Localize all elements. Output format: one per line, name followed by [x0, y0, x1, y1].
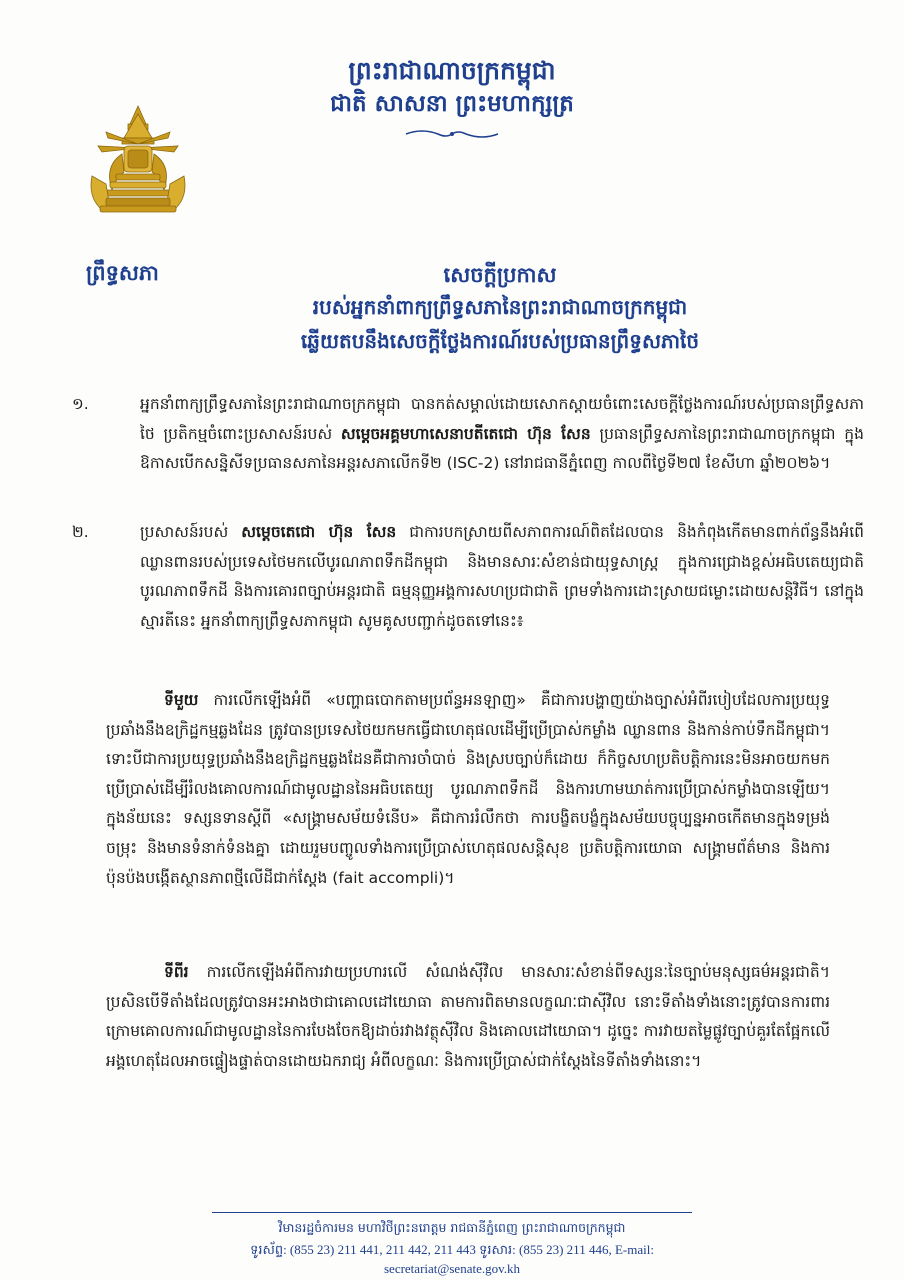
- paragraph-text: អ្នកនាំពាក្យព្រឹទ្ធសភានៃព្រះរាជាណាចក្រកម្ពុជា បានកត់សម្គាល់ដោយសោកស្តាយចំពោះសេចក្តីថ្លែងការណ៍របស់ប្រធានព្រឹទ្ធសភាថៃ ប្រតិកម្មចំពោះប្រសាសន៍របស់: [140, 395, 864, 443]
- paragraph-text: ការលើកឡើងអំពី «បញ្ហាធបោកតាមប្រព័ន្ធអនឡាញ» គឺជាការបង្ហាញយ៉ាងច្បាស់អំពីរបៀបដែលការប្រយុទ្ធប្រឆាំងនឹងឧក្រិដ្ឋកម្មឆ្លងដែន ត្រូវបានប្រទេសថៃយកមកធ្វើជាហេតុផលដើម្បីប្រើប្រាស់កម្លាំង ឈ្លានពាន និងកាន់កាប់ទឹកដីកម្ពុជា។ ទោះបីជាការប្រយុទ្ធប្រឆាំងនឹងឧក្រិដ្ឋកម្មឆ្លងដែនគឺជាការចាំបាច់ និងស្របច្បាប់ក៏ដោយ ក៏កិច្ចសហប្រតិបត្តិការនេះមិនអាចយកមកប្រើប្រាស់ដើម្បីរំលងគោលការណ៍ជាមូលដ្ឋាននៃអធិបតេយ្យ បូរណភាពទឹកដី និងការហាមឃាត់ការប្រើប្រាស់កម្លាំងបានឡើយ។ ក្នុងន័យនេះ ទស្សនទានស្តីពី «សង្គ្រាមសម័យទំនើប» គឺជាការរំលឹកថា ការបង្ខិតបង្ខំក្នុងសម័យបច្ចុប្បន្នអាចកើតមានក្នុងទម្រង់ចម្រុះ និងមានទំនាក់ទំនងគ្នា ដោយរួមបញ្ចូលទាំងការប្រើប្រាស់ហេតុផលសន្តិសុខ ប្រតិបត្តិការយោធា សង្គ្រាមព័ត៌មាន និងការប៉ុនប៉ងបង្កើតស្ថានភាពថ្មីលើដីជាក់ស្តែង (fait accompli)។: [106, 691, 830, 887]
- footer-divider: [212, 1212, 692, 1213]
- motto-heading: ជាតិ សាសនា ព្រះមហាក្សត្រ: [330, 91, 574, 117]
- paragraph-1: [72, 390, 864, 479]
- ornament-divider-icon: [402, 128, 502, 140]
- paragraph-number: ២.: [72, 523, 89, 541]
- paragraph-bold-name: សម្តេចតេជោ ហ៊ុន សែន: [241, 523, 397, 541]
- paragraph-lead: ទីពីរ: [164, 963, 189, 981]
- paragraph-bold-name: សម្តេចអគ្គមហាសេនាបតីតេជោ ហ៊ុន សែន: [340, 424, 591, 443]
- document-subtitle-2: ឆ្លើយតបនឹងសេចក្តីថ្លែងការណ៍របស់ប្រធានព្រឹទ្ធសភាថៃ: [300, 329, 700, 353]
- paragraph-2: [72, 518, 865, 636]
- paragraph-text: ប្រសាសន៍របស់: [140, 523, 242, 541]
- institution-label: ព្រឹទ្ធសភា: [86, 261, 159, 285]
- paragraph-4: [106, 958, 830, 1076]
- paragraph-3: [106, 686, 830, 893]
- document-subtitle-1: របស់អ្នកនាំពាក្យព្រឹទ្ធសភានៃព្រះរាជាណាចក្រកម្ពុជា: [312, 295, 688, 319]
- footer-contact: ទូរស័ព្ទ: (855 23) 211 441, 211 442, 211 443 ទូរសារ: (855 23) 211 446, E-mail: secretariat@senate.gov.kh: [250, 1242, 654, 1276]
- document-title: សេចក្តីប្រកាស: [443, 263, 557, 287]
- paragraph-text: ការលើកឡើងអំពីការវាយប្រហារលើ សំណង់ស៊ីវិល មានសារៈសំខាន់ពីទស្សនៈនៃច្បាប់មនុស្សធម៌អន្តរជាតិ។ ប្រសិនបើទីតាំងដែលត្រូវបានអះអាងថាជាគោលដៅយោធា តាមការពិតមានលក្ខណៈជាស៊ីវិល នោះទីតាំងទាំងនោះត្រូវបានការពារក្រោមគោលការណ៍ជាមូលដ្ឋាននៃការបែងចែកឱ្យដាច់រវាងវត្ថុស៊ីវិល និងគោលដៅយោធា។ ដូច្នេះ ការវាយតម្លៃផ្លូវច្បាប់គួរតែផ្អែកលើអង្គហេតុដែលអាចផ្ទៀងផ្ទាត់បានដោយឯករាជ្យ អំពីលក្ខណៈ និងការប្រើប្រាស់ជាក់ស្តែងនៃទីតាំងទាំងនោះ។: [106, 963, 830, 1070]
- paragraph-text: ប្រធានព្រឹទ្ធសភានៃព្រះរាជាណាចក្រកម្ពុជា ក្នុងឱកាសបើកសន្និសីទប្រធានសភានៃអន្តរសភាលើកទី២ (ISC-2) នៅរាជធានីភ្នំពេញ កាលពីថ្ងៃទី២៧ ខែសីហា ឆ្នាំ២០២៦។: [140, 424, 864, 473]
- kingdom-heading: ព្រះរាជាណាចក្រកម្ពុជា: [348, 56, 556, 85]
- royal-emblem-icon: [86, 104, 190, 214]
- paragraph-lead: ទីមួយ: [164, 691, 199, 709]
- paragraph-number: ១.: [72, 395, 89, 413]
- paragraph-text: ជាការបកស្រាយពីសភាពការណ៍ពិតដែលបាន និងកំពុងកើតមានពាក់ព័ន្ធនឹងអំពើឈ្លានពានរបស់ប្រទេសថៃមកលើបូរណភាពទឹកដីកម្ពុជា និងមានសារៈសំខាន់ជាយុទ្ធសាស្ត្រ ក្នុងការជ្រោងខ្ពស់អធិបតេយ្យជាតិ បូរណភាពទឹកដី និងការគោរពច្បាប់អន្តរជាតិ ធម្មនុញ្ញអង្គការសហប្រជាជាតិ ព្រមទាំងការដោះស្រាយជម្លោះដោយសន្តិវិធី។ នៅក្នុងស្មារតីនេះ អ្នកនាំពាក្យព្រឹទ្ធសភាកម្ពុជា សូមគូសបញ្ជាក់ដូចតទៅនេះ៖: [140, 523, 865, 630]
- footer-address: វិមានរដ្ឋចំការមន មហាវិថីព្រះនរោត្តម រាជធានីភ្នំពេញ ព្រះរាជាណាចក្រកម្ពុជា: [278, 1220, 626, 1235]
